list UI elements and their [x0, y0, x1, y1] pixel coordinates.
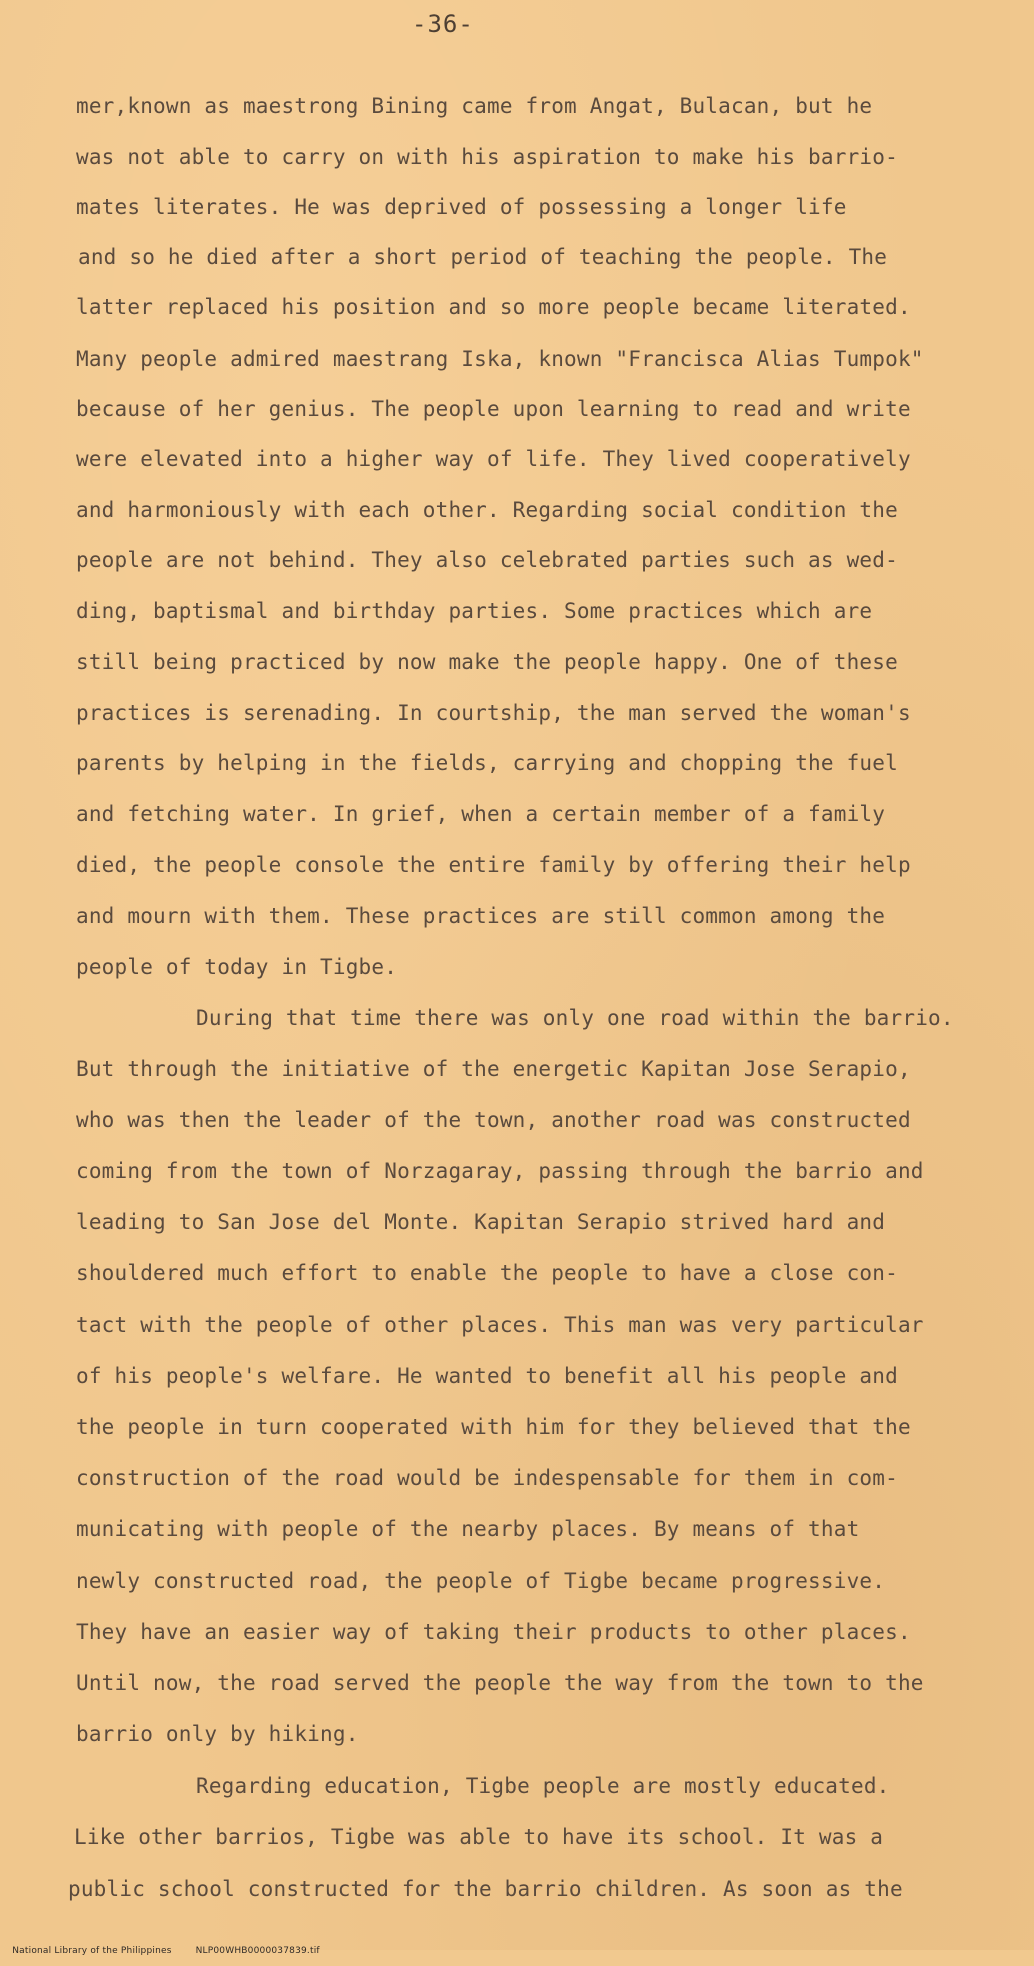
text-line: barrio only by hiking.	[76, 1722, 359, 1746]
text-line: shouldered much effort to enable the people to have a close con-	[76, 1261, 898, 1285]
text-line: public school constructed for the barrio children. As soon as the	[68, 1877, 903, 1901]
text-line: Many people admired maestrang Iska, known "Francisca Alias Tumpok"	[76, 347, 924, 371]
text-line: were elevated into a higher way of life. They lived cooperatively	[76, 447, 911, 471]
text-line: people are not behind. They also celebrated parties such as wed-	[76, 548, 898, 572]
text-line: and harmoniously with each other. Regarding social condition the	[76, 498, 898, 522]
file-id: NLP00WHB0000037839.tif	[195, 1946, 320, 1956]
page-number: -36-	[412, 10, 474, 38]
text-line: parents by helping in the fields, carrying and chopping the fuel	[76, 751, 898, 775]
text-line: and fetching water. In grief, when a certain member of a family	[76, 802, 886, 826]
text-line: During that time there was only one road within the barrio.	[196, 1006, 954, 1030]
text-line: mer,known as maestrong Bining came from Angat, Bulacan, but he	[76, 94, 873, 118]
text-line: leading to San Jose del Monte. Kapitan Serapio strived hard and	[76, 1210, 886, 1234]
text-line: coming from the town of Norzagaray, passing through the barrio and	[76, 1159, 924, 1183]
text-line: and mourn with them. These practices are still common among the	[76, 904, 886, 928]
text-line: because of her genius. The people upon learning to read and write	[76, 397, 911, 421]
text-line: still being practiced by now make the people happy. One of these	[76, 650, 898, 674]
text-line: municating with people of the nearby places. By means of that	[76, 1517, 860, 1541]
text-line: who was then the leader of the town, another road was constructed	[76, 1108, 911, 1132]
text-line: the people in turn cooperated with him for they believed that the	[76, 1415, 911, 1439]
text-line: of his people's welfare. He wanted to benefit all his people and	[76, 1364, 898, 1388]
text-line: latter replaced his position and so more people became literated.	[76, 295, 911, 319]
text-line: Until now, the road served the people the way from the town to the	[76, 1671, 924, 1695]
text-line: Like other barrios, Tigbe was able to have its school. It was a	[74, 1825, 884, 1849]
text-line: mates literates. He was deprived of possessing a longer life	[76, 195, 847, 219]
text-line: ding, baptismal and birthday parties. Some practices which are	[76, 599, 873, 623]
text-line: They have an easier way of taking their products to other places.	[76, 1620, 911, 1644]
text-line: construction of the road would be indespensable for them in com-	[76, 1466, 898, 1490]
text-line: Regarding education, Tigbe people are mostly educated.	[196, 1774, 890, 1798]
scan-footer	[0, 1936, 344, 1966]
text-line: tact with the people of other places. This man was very particular	[76, 1313, 924, 1337]
text-line: newly constructed road, the people of Tigbe became progressive.	[76, 1569, 886, 1593]
library-name: National Library of the Philippines	[12, 1946, 172, 1956]
text-line: practices is serenading. In courtship, the man served the woman's	[76, 701, 911, 725]
text-line: But through the initiative of the energetic Kapitan Jose Serapio,	[76, 1057, 911, 1081]
text-line: was not able to carry on with his aspiration to make his barrio-	[76, 145, 898, 169]
text-line: and so he died after a short period of teaching the people. The	[78, 245, 888, 269]
text-line: died, the people console the entire family by offering their help	[76, 853, 911, 877]
text-line: people of today in Tigbe.	[76, 955, 398, 979]
